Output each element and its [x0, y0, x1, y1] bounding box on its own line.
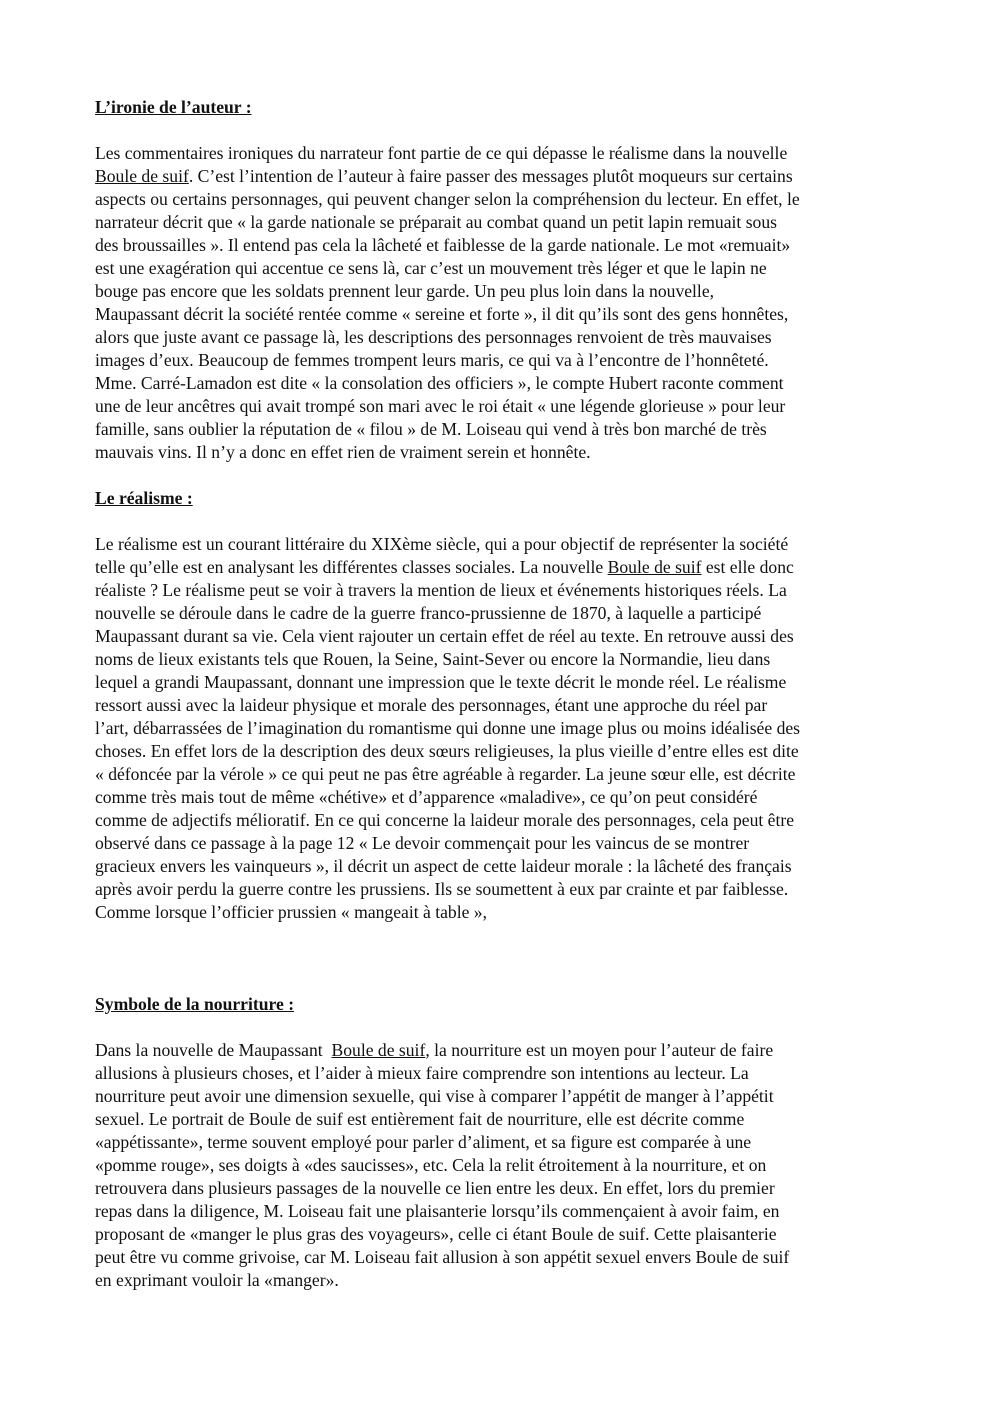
- text-line: peut être vu comme grivoise, car M. Loiseau fait allusion à son appétit sexuel envers Boule de suif: [95, 1247, 790, 1267]
- book-title: Boule de suif: [95, 166, 189, 186]
- text-line: observé dans ce passage à la page 12 « Le devoir commençait pour les vaincus de se montrer: [95, 833, 750, 853]
- text-line: retrouvera dans plusieurs passages de la nouvelle ce lien entre les deux. En effet, lors du premier: [95, 1178, 775, 1198]
- text-line: « défoncée par la vérole » ce qui peut ne pas être agréable à regarder. La jeune sœur elle, est décrite: [95, 764, 796, 784]
- text-line: est une exagération qui accentue ce sens là, car c’est un mouvement très léger et que le lapin ne: [95, 258, 767, 278]
- text-line: bouge pas encore que les soldats prennent leur garde. Un peu plus loin dans la nouvelle,: [95, 281, 715, 301]
- text-line: Les commentaires ironiques du narrateur font partie de ce qui dépasse le réalisme dans la nouvelle: [95, 143, 788, 163]
- text-line: comme de adjectifs mélioratif. En ce qui concerne la laideur morale des personnages, cela peut être: [95, 810, 795, 830]
- text-line: nourriture peut avoir une dimension sexuelle, qui vise à comparer l’appétit de manger à l’appétit: [95, 1086, 774, 1106]
- text-line: images d’eux. Beaucoup de femmes trompent leurs maris, ce qui va à l’encontre de l’honnêteté.: [95, 350, 769, 370]
- text-line: allusions à plusieurs choses, et l’aider à mieux faire comprendre son intentions au lecteur. La: [95, 1063, 749, 1083]
- text-line: l’art, débarrassées de l’imagination du romantisme qui donne une image plus ou moins idéalisée des: [95, 718, 801, 738]
- text-line: nouvelle se déroule dans le cadre de la guerre franco-prussienne de 1870, à laquelle a participé: [95, 603, 762, 623]
- section-food-symbol: [95, 993, 905, 1292]
- section-irony: [95, 96, 905, 464]
- text-line: sexuel. Le portrait de Boule de suif est entièrement fait de nourriture, elle est décrite comme: [95, 1109, 745, 1129]
- text-line: famille, sans oublier la réputation de « filou » de M. Loiseau qui vend à très bon marché de très: [95, 419, 767, 439]
- text-line: en exprimant vouloir la «manger».: [95, 1270, 339, 1290]
- text-line: Mme. Carré-Lamadon est dite « la consolation des officiers », le compte Hubert raconte comment: [95, 373, 784, 393]
- text-line: «pomme rouge», ses doigts à «des saucisses», etc. Cela la relit étroitement à la nourriture, et on: [95, 1155, 767, 1175]
- text-line: comme très mais tout de même «chétive» et d’apparence «maladive», ce qu’on peut considéré: [95, 787, 758, 807]
- text-line: Comme lorsque l’officier prussien « mangeait à table »,: [95, 902, 488, 922]
- text-line: des broussailles ». Il entend pas cela la lâcheté et faiblesse de la garde nationale. Le mot «remuait»: [95, 235, 791, 255]
- text-line: Boule de suif. C’est l’intention de l’auteur à faire passer des messages plutôt moqueurs sur certains: [95, 166, 793, 186]
- text-line: réaliste ? Le réalisme peut se voir à travers la mention de lieux et événements historiques réels. La: [95, 580, 787, 600]
- book-title: Boule de suif: [607, 557, 702, 577]
- text-line: après avoir perdu la guerre contre les prussiens. Ils se soumettent à eux par crainte et par faiblesse.: [95, 879, 789, 899]
- text-line: lequel a grandi Maupassant, donnant une impression que le texte décrit le monde réel. Le réalisme: [95, 672, 787, 692]
- section-heading-realism: Le réalisme :: [95, 488, 193, 508]
- text-line: Dans la nouvelle de Maupassant Boule de suif, la nourriture est un moyen pour l’auteur de faire: [95, 1040, 774, 1060]
- text-line: Le réalisme est un courant littéraire du XIXème siècle, qui a pour objectif de représenter la société: [95, 534, 789, 554]
- text-line: narrateur décrit que « la garde nationale se préparait au combat quand un petit lapin remuait sous: [95, 212, 777, 232]
- text-line: Maupassant décrit la société rentée comme « sereine et forte », il dit qu’ils sont des gens honnêtes,: [95, 304, 789, 324]
- text-line: noms de lieux existants tels que Rouen, la Seine, Saint-Sever ou encore la Normandie, lieu dans: [95, 649, 771, 669]
- text-line: ressort aussi avec la laideur physique et morale des personnages, étant une approche du réel par: [95, 695, 768, 715]
- text-line: gracieux envers les vainqueurs », il décrit un aspect de cette laideur morale : la lâcheté des français: [95, 856, 792, 876]
- paragraph-food: [95, 1039, 905, 1292]
- section-realism: [95, 487, 905, 924]
- text-line: repas dans la diligence, M. Loiseau fait une plaisanterie lorsqu’ils commençaient à avoir faim, en: [95, 1201, 780, 1221]
- book-title: Boule de suif: [331, 1040, 426, 1060]
- section-heading-irony: L’ironie de l’auteur :: [95, 97, 252, 117]
- text-line: telle qu’elle est en analysant les différentes classes sociales. La nouvelle Boule de suif est elle donc: [95, 557, 794, 577]
- text-line: mauvais vins. Il n’y a donc en effet rien de vraiment serein et honnête.: [95, 442, 591, 462]
- document-page: [95, 96, 905, 1292]
- section-heading-food: Symbole de la nourriture :: [95, 994, 295, 1014]
- text-line: aspects ou certains personnages, qui peuvent changer selon la compréhension du lecteur. En effet, le: [95, 189, 800, 209]
- paragraph-realism: [95, 533, 905, 924]
- paragraph-irony: [95, 142, 905, 464]
- text-line: une de leur ancêtres qui avait trompé son mari avec le roi était « une légende glorieuse » pour leur: [95, 396, 786, 416]
- text-line: choses. En effet lors de la description des deux sœurs religieuses, la plus vieille d’entre elles est dite: [95, 741, 799, 761]
- text-line: «appétissante», terme souvent employé pour parler d’aliment, et sa figure est comparée à une: [95, 1132, 752, 1152]
- text-line: Maupassant durant sa vie. Cela vient rajouter un certain effet de réel au texte. En retrouve aussi des: [95, 626, 794, 646]
- text-line: proposant de «manger le plus gras des voyageurs», celle ci étant Boule de suif. Cette plaisanterie: [95, 1224, 777, 1244]
- text-line: alors que juste avant ce passage là, les descriptions des personnages renvoient de très mauvaises: [95, 327, 772, 347]
